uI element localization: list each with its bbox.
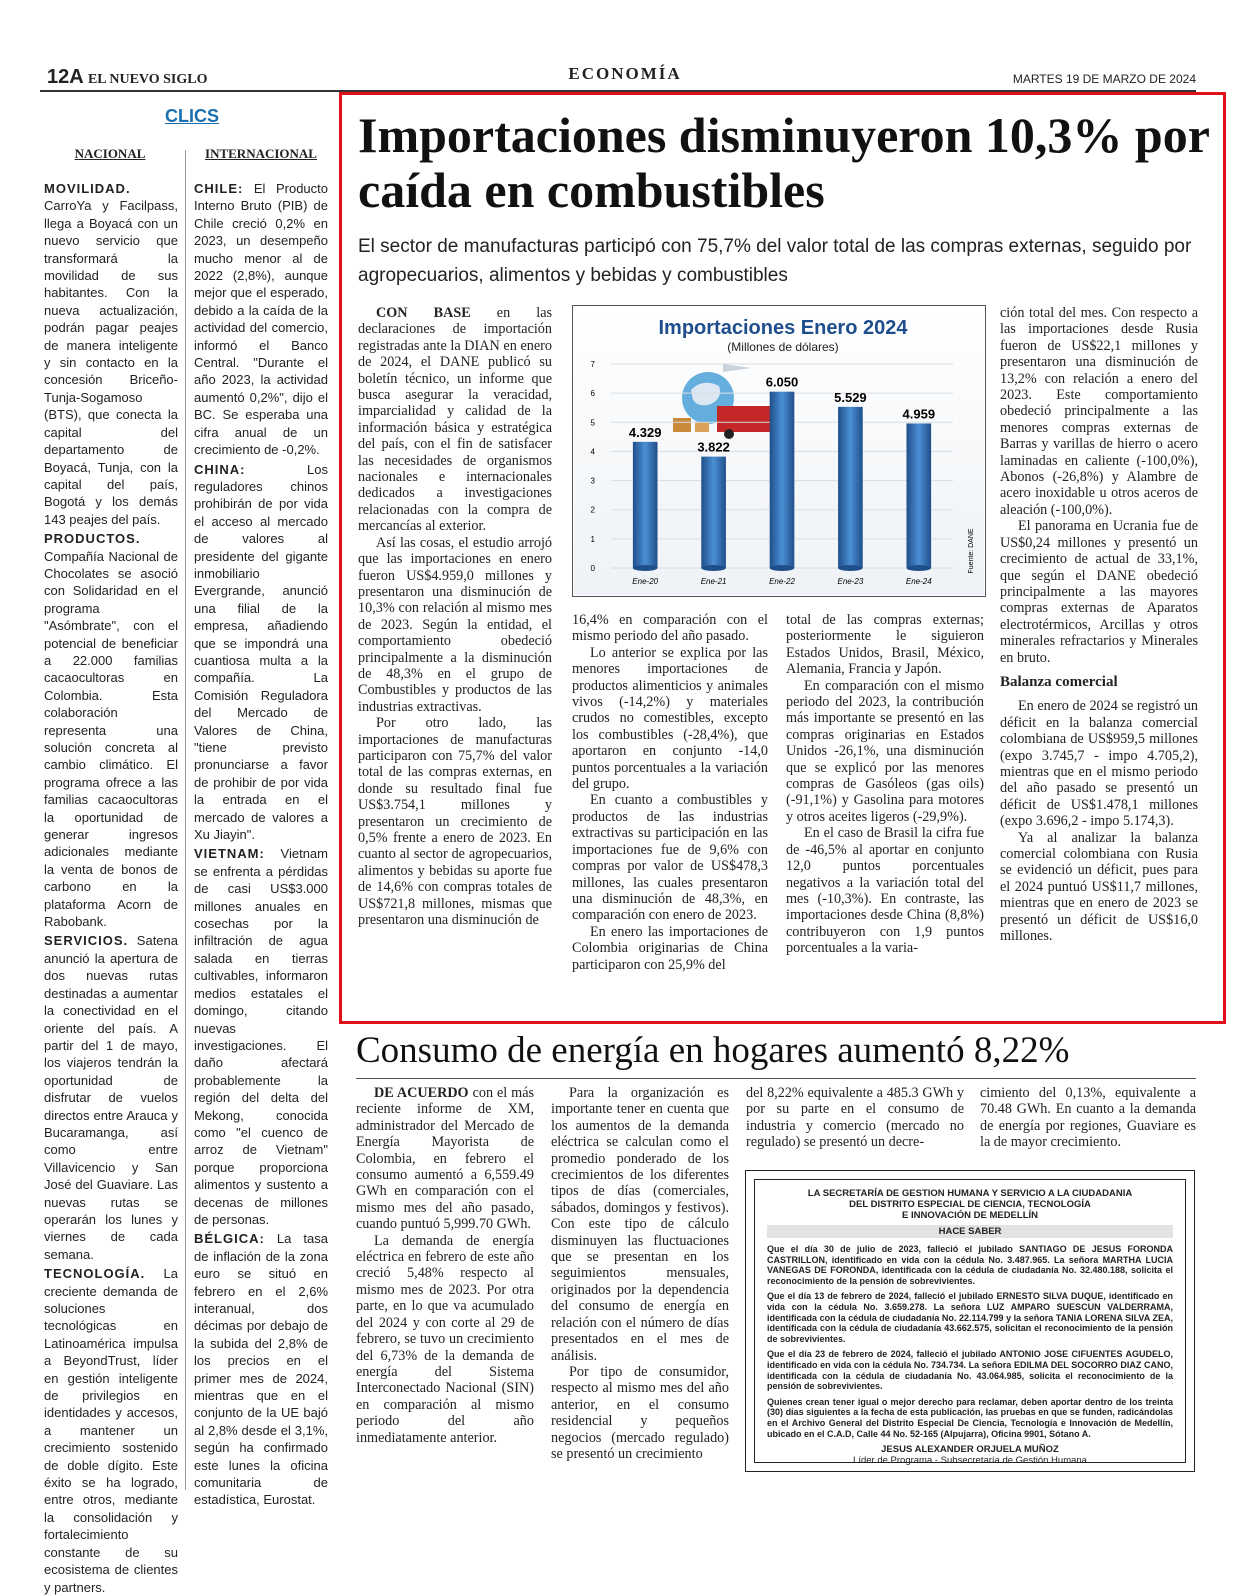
notice-inner: [754, 1179, 1186, 1467]
bar-base: [770, 565, 795, 571]
y-tick-label: 5: [590, 418, 595, 428]
legal-notice: [745, 1170, 1195, 1472]
energy-column-3: [746, 1085, 964, 1151]
paragraph: En comparación con el mismo periodo del 2023, la contribución más importante se presentó en las compras originarias en Estados Unidos -26,1%, una disminución que se explicó por las menores compras de Gasóleos (gas oils) (-91,1%) y Gasolina para motores y otros aceites ligeros (-29,9%).: [786, 677, 984, 825]
y-tick-label: 1: [590, 534, 595, 544]
chart-title: Importaciones Enero 2024: [658, 317, 908, 339]
bar: [906, 423, 931, 568]
x-tick-label: Ene-24: [905, 577, 932, 586]
notice-title-2: DEL DISTRITO ESPECIAL DE CIENCIA, TECNOLOGÍA: [849, 1199, 1091, 1210]
bar: [770, 392, 795, 568]
y-tick-label: 4: [590, 447, 595, 457]
notice-title-1: LA SECRETARÍA DE GESTION HUMANA Y SERVICIO A LA CIUDADANIA: [807, 1188, 1133, 1199]
page-number: 12A: [47, 66, 84, 88]
x-tick-label: Ene-22: [769, 577, 795, 586]
paragraph: En cuanto a combustibles y productos de las industrias extractivas su participación en las importaciones fue de 9,6% con compras por valor de US$478,3 millones, las cuales presentaron una disminución de 48,3%, en comparación con enero de 2023.: [572, 792, 768, 924]
paragraph: 16,4% en comparación con el mismo periodo del año pasado.: [572, 612, 768, 645]
article-deck: El sector de manufacturas participó con 75,7% del valor total de las compras externas, seguido por agropecuarios, alimentos y bebidas y combustibles: [358, 236, 1192, 286]
notice-paragraph: Que el día 13 de febrero de 2024, falleció el jubilado ERNESTO SILVA DUQUE, identificado en vida con la cédula No. 3.659.278. La señora LUZ AMPARO SUESCUN VALDERRAMA, identificada con la cédula de ciudadanía No. 22.114.799 y la señora TANIA LORENA SILVA ZEA, identificada con la cédula de ciudadanía 43.662.575, solicitan el reconocimiento de la pensión de sobrevivientes.: [767, 1291, 1173, 1344]
column-divider: [185, 150, 186, 1490]
y-tick-label: 2: [590, 505, 595, 515]
paragraph: Para la organización es importante tener en cuenta que los aumentos de la demanda eléctrica se calculan como el promedio ponderado de los crecimientos de los diferentes tipos de días (comerciales, sábados, domingos y festivos). Con este tipo de cálculo disminuyen las fluctuaciones que se presentan en los seguimientos mensuales, originados por la dependencia del consumo de energía en relación con el número de días presentados en el mes de análisis.: [551, 1085, 729, 1364]
x-tick-label: Ene-20: [632, 577, 659, 586]
x-tick-label: Ene-23: [837, 577, 864, 586]
notice-banner: HACE SABER: [767, 1225, 1173, 1238]
paragraph: En enero de 2024 se registró un déficit en la balanza comercial colombiana de US$959,5 millones (expo 3.745,7 - impo 4.705,2), mientras que en el mismo periodo del año pasado se presentó un déficit de US$1.478,1 millones (expo 3.696,2 - impo 5.174,3).: [1000, 698, 1198, 830]
issue-date: MARTES 19 DE MARZO DE 2024: [1012, 72, 1196, 86]
page-folio: [47, 66, 208, 89]
truck-icon: [717, 406, 773, 432]
imports-chart: [572, 305, 986, 597]
paragraph: La demanda de energía eléctrica en febrero de este año creció 5,48% respecto al mismo mes de 2023. Por otra parte, en lo que va acumulado del 2024 y con corte al 29 de febrero, se tuvo un crecimiento del 6,73% de la demanda de energía del Sistema Interconectado Nacional (SIN) en comparación al mismo periodo del año inmediatamente anterior.: [356, 1232, 534, 1446]
paragraph: DE ACUERDO con el más reciente informe de XM, administrador del Mercado de Energía Mayorista de Colombia, en febrero el consumo aumentó a 6,559.49 GWh en comparación con el mismo mes del año pasado, cuando puntuó 5,999.70 GWh.: [356, 1085, 535, 1233]
article-column-1: [358, 305, 552, 928]
bar: [701, 457, 726, 568]
nacional-heading: NACIONAL: [74, 146, 146, 161]
subheading: Balanza comercial: [1000, 673, 1118, 690]
paragraph: Ya al analizar la balanza comercial colombiana con Rusia se evidenció un déficit, pues para el 2024 puntuó US$11,7 millones, mientras que en enero de 2023 se presentó un déficit de US$16,0 millones.: [1000, 829, 1198, 945]
paragraph: Por tipo de consumidor, respecto al mismo mes del año anterior, en el consumo residencial y pequeños negocios (mercado regulado) se presentó un crecimiento: [551, 1363, 729, 1462]
bar-value-label: 5.529: [834, 389, 867, 405]
energy-headline: Consumo de energía en hogares aumentó 8,22%: [356, 1030, 1070, 1071]
brief-china: CHINA: Los reguladores chinos prohibirán de por vida el acceso al mercado de valores al presidente del gigante inmobiliario Evergrande, anunció una filial de la empresa, añadiendo que se impondrá una cuantiosa multa a la compañía. La Comisión Reguladora del Mercado de Valores de China, "tiene previsto pronunciarse a favor de prohibir de por vida la entrada en el mercado de valores a Xu Jiayin".: [194, 461, 328, 843]
bar: [838, 407, 863, 568]
paragraph: CON BASE en las declaraciones de importación registradas ante la DIAN en enero de 2024, el DANE publicó su boletín técnico, un informe que busca asegurar la veracidad, imparcialidad y calidad de la información básica y estratégica del país, con el fin de satisfacer las necesidades de organismos nacionales e internacionales dedicados a investigaciones relacionadas con la compra de mercancías al exterior.: [358, 305, 553, 535]
notice-paragraph: Quienes crean tener igual o mejor derecho para reclamar, deben aportar dentro de los treinta (30) días siguientes a la fecha de esta publicación, las pruebas en que se funden, radicándolas en el Archivo General del Distrito Especial De Ciencia, Tecnología e Innovación de Medellín, ubicado en el C.A.D, Calle 44 No. 52-165 (Alpujarra), Oficina 9901, Sótano A.: [767, 1396, 1173, 1439]
brief-productos: PRODUCTOS. Compañía Nacional de Chocolates se asoció con Solidaridad en el programa "Asómbrate", con el potencial de beneficiar a 22.000 familias cacaocultoras en Colombia. Esta colaboración representa una solución concreta al cambio climático. El programa ofrece a las familias cacaocultoras la oportunidad de generar ingresos adicionales mediante la venta de bonos de carbono en la plataforma Acorn de Rabobank.: [44, 531, 178, 930]
energy-column-4: [980, 1085, 1196, 1151]
y-tick-label: 7: [590, 360, 595, 369]
brief-tecnologia: TECNOLOGÍA. La creciente demanda de soluciones tecnológicas en Latinoamérica impulsa a BeyondTrust, líder en gestión inteligente de privilegios en identidades y accesos, a mantener un crecimiento sostenido de doble dígito. Este éxito se ha logrado, entre otros, mediante la consolidación y fortalecimiento constante de su ecosistema de clientes y partners.: [44, 1266, 178, 1595]
internacional-column: [194, 180, 328, 1509]
notice-title-3: E INNOVACIÓN DE MEDELLÍN: [902, 1210, 1038, 1221]
bar-value-label: 4.959: [902, 406, 936, 422]
chart-canvas: [573, 306, 985, 596]
paragraph: Lo anterior se explica por las menores importaciones de productos alimenticios y animales vivos (-14,2%) y materiales crudos no comestibles, excepto los combustibles (-28,4%), que aportaron en conjunto -14,0 puntos porcentuales a la variación del grupo.: [572, 644, 768, 793]
lead-caps: CON BASE: [376, 305, 471, 321]
paragraph: En enero las importaciones de Colombia originarias de China participaron con 25,9% del: [572, 923, 768, 973]
energy-column-1: [356, 1085, 534, 1446]
y-tick-label: 6: [590, 389, 595, 399]
y-tick-label: 3: [590, 476, 595, 486]
brief-movilidad: MOVILIDAD. CarroYa y Facilpass, llega a Boyacá con un nuevo servicio que transformará la movilidad de sus habitantes. Con la nueva actualización, podrán pagar peajes de manera inteligente y sin contacto en la concesión Briceño-Tunja-Sogamoso (BTS), que conecta la capital del departamento de Boyacá, Tunja, con la capital del país, Bogotá y los demás 143 peajes del país.: [44, 181, 178, 527]
newspaper-name: EL NUEVO SIGLO: [87, 72, 208, 87]
article-column-4: [1000, 305, 1198, 944]
article-column-3: [786, 612, 984, 957]
article-headline: Importaciones disminuyeron 10,3% por caída en combustibles: [358, 107, 1210, 218]
notice-paragraph: Que el día 30 de julio de 2023, falleció el jubilado SANTIAGO DE JESUS FORONDA CASTRILLON, identificado en vida con la cédula No. 3.487.965. La señora MARTHA LUCIA VANEGAS DE FORONDA, identificada con la cédula de ciudadanía No. 32.480.188, solicita el reconocimiento de la pensión de sobrevivientes.: [767, 1244, 1173, 1286]
paragraph: Por otro lado, las importaciones de manufacturas participaron con 75,7% del valor total de las compras externas, en donde su resultado final fue US$3.754,1 millones y presentaron un crecimiento de 0,5% frente a enero de 2023. En cuanto al sector de agropecuarios, alimentos y bebidas su aporte fue de 14,6% con compras totales de US$721,8 millones, mismas que presentaron una disminución de: [358, 715, 552, 929]
brief-chile: CHILE: El Producto Interno Bruto (PIB) de Chile creció 0,2% en 2023, un desempeño mucho menor al de 2022 (2,8%), aunque mejor que el esperado, debido a la caída de la actividad del comercio, informó el Banco Central. "Durante el año 2023, la actividad aumentó 0,2%", dijo el BC. Se esperaba una cifra anual de un crecimiento de -0,2%.: [194, 181, 328, 458]
brief-servicios: SERVICIOS. Satena anunció la apertura de dos nuevas rutas destinadas a aumentar la conectividad en el oriente del país. A partir del 1 de mayo, los viajeros tendrán la oportunidad de disfrutar de vuelos directos entre Arauca y Bucaramanga, así como entre Villavicencio y San José del Guaviare. Las nuevas rutas se operarán los lunes y viernes de cada semana.: [44, 933, 178, 1262]
notice-role: Líder de Programa - Subsecretaría de Gestión Humana: [853, 1455, 1087, 1467]
x-tick-label: Ene-21: [700, 577, 727, 586]
clics-title: CLICS: [165, 106, 219, 126]
bar-value-label: 4.329: [628, 424, 662, 440]
box-icon: [673, 418, 691, 432]
notice-paragraph: Que el día 23 de febrero de 2024, falleció el jubilado ANTONIO JOSE CIFUENTES AGUDELO, identificado en vida con la cédula No. 734.734. La señora EDILMA DEL SOCORRO DIAZ CANO, identificada con la cédula de ciudadanía No. 43.064.985, solicita el reconocimiento de la pensión de sobrevivientes.: [767, 1349, 1173, 1392]
paragraph: Así las cosas, el estudio arrojó que las importaciones en enero fueron US$4.959,0 millones y presentaron una disminución de 10,3% con relación al mismo mes de 2023. Según la entidad, el comportamiento obedeció principalmente a la disminución de 48,3% en el grupo de Combustibles y productos de las industrias extractivas.: [358, 534, 552, 715]
bar-value-label: 3.822: [697, 439, 730, 455]
paragraph: El panorama en Ucrania fue de US$0,24 millones y presentó un crecimiento de actual de 33,1%, que según el DANE obedeció principalmente a las mayores compras externas de Aparatos electrotérmicos, Arcillas y otros minerales refractarios y Minerales en bruto.: [1000, 518, 1198, 666]
paragraph: cimiento del 0,13%, equivalente a 70.48 GWh. En cuanto a la demanda de energía por regiones, Guaviare es la de mayor crecimiento.: [980, 1085, 1196, 1151]
chart-subtitle: (Millones de dólares): [727, 340, 839, 354]
brief-vietnam: VIETNAM: Vietnam se enfrenta a pérdidas de casi US$3.000 millones anuales en cosechas por la infiltración de agua salada en tierras cultivables, informaron medios estatales el domingo, citando nuevas investigaciones. El daño afectará probablemente la región del delta del Mekong, conocida como "el cuenco de arroz de Vietnam" porque proporciona alimentos y sustento a decenas de millones de personas.: [194, 846, 328, 1227]
bar-base: [838, 565, 863, 571]
paragraph: ción total del mes. Con respecto a las importaciones desde Rusia fueron de US$22,1 millones y presentaron una disminución de 13,2% con relación a enero del 2023. Este comportamiento obedeció principalmente a las menores compras externas de Barras y varillas de hierro o acero laminadas en caliente (-100,0%), Abonos (-26,8%) y Alambre de acero inoxidable u otros aceros de aleación (-100,0%).: [1000, 305, 1198, 518]
lead-caps: DE ACUERDO: [374, 1085, 469, 1101]
bar: [633, 442, 658, 568]
paragraph: del 8,22% equivalente a 485.3 GWh y por su parte en el consumo de industria y comercio (mercado no regulado) se presentó un decre-: [746, 1085, 964, 1151]
bar-base: [701, 565, 726, 571]
nacional-column: [44, 180, 178, 1596]
paragraph: En el caso de Brasil la cifra fue de -46,5% al aportar en conjunto 12,0 puntos porcentuales negativos a la variación total del mes (-10,3%). En contraste, las importaciones desde China (8,8%) contribuyeron con 1,9 puntos porcentuales a la varia-: [786, 825, 984, 957]
brief-belgica: BÉLGICA: La tasa de inflación de la zona euro se situó en febrero en el 2,6% interanual, dos décimas por debajo de la subida del 2,8% de los precios en el primer mes de 2024, mientras que en el conjunto de la UE bajó al 2,8% desde el 3,1%, según ha confirmado este lunes la oficina comunitaria de estadística, Eurostat.: [194, 1231, 328, 1508]
paragraph: total de las compras externas; posteriormente le siguieron Estados Unidos, Brasil, México, Alemania, Francia y Japón.: [786, 612, 984, 678]
notice-signer: JESUS ALEXANDER ORJUELA MUÑOZ: [881, 1444, 1059, 1456]
energy-column-2: [551, 1085, 729, 1462]
y-tick-label: 0: [590, 564, 595, 573]
bar-base: [906, 565, 931, 571]
bar-base: [633, 565, 658, 571]
section-name: ECONOMÍA: [568, 64, 682, 83]
internacional-heading: INTERNACIONAL: [205, 146, 317, 161]
article-column-2: [572, 612, 768, 973]
chart-source: Fuente: DANE: [968, 528, 975, 574]
headline-rule: [356, 1078, 1196, 1079]
bar-value-label: 6.050: [765, 374, 799, 390]
